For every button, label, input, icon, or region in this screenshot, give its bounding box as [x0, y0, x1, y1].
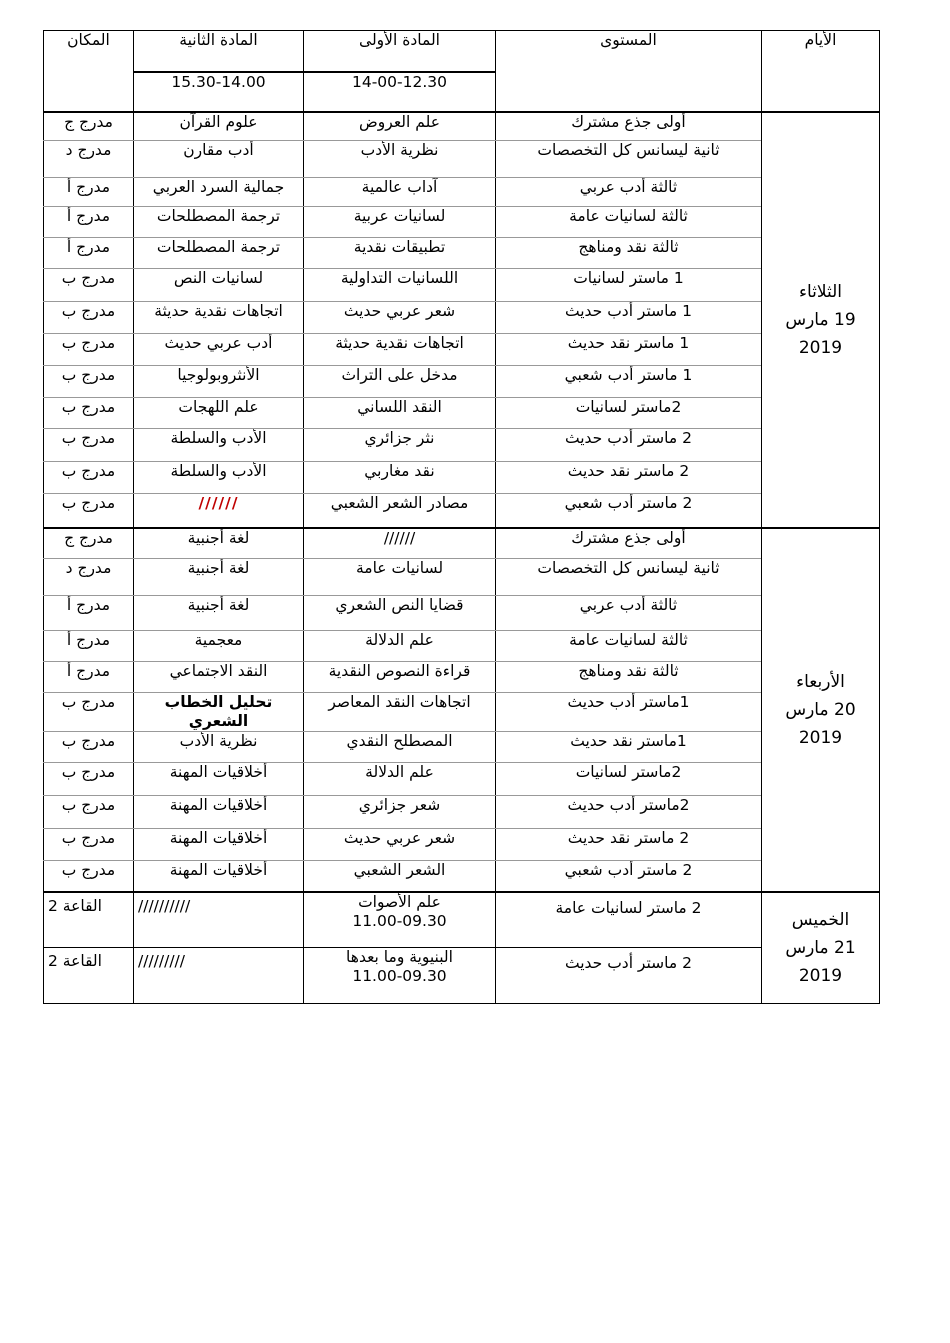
- subject1-time: 11.00-09.30: [352, 911, 447, 930]
- header-place: المكان: [44, 31, 134, 112]
- place-cell: مدرج ب: [44, 693, 134, 732]
- header-time2: 15.30-14.00: [134, 72, 304, 112]
- subject1-cell: تطبيقات نقدية: [304, 238, 496, 269]
- header-days: الأيام: [762, 31, 880, 112]
- subject1-cell: نثر جزائري: [304, 429, 496, 462]
- place-cell: مدرج ب: [44, 796, 134, 829]
- subject2-cell: أخلاقيات المهنة: [134, 796, 304, 829]
- table-row: [44, 596, 880, 631]
- subject1-cell: آداب عالمية: [304, 178, 496, 207]
- subject1-cell: علم الدلالة: [304, 763, 496, 796]
- day-name: الأربعاء: [796, 671, 845, 692]
- level-cell: ثالثة نقد ومناهج: [496, 238, 762, 269]
- level-cell: ثانية ليسانس كل التخصصات: [496, 559, 762, 596]
- subject2-cell: ترجمة المصطلحات: [134, 207, 304, 238]
- subject1-cell: لسانيات عامة: [304, 559, 496, 596]
- subject2-cell: النقد الاجتماعي: [134, 662, 304, 693]
- subject2-cell: /////////: [134, 948, 304, 1004]
- level-cell: 1 ماستر أدب شعبي: [496, 366, 762, 398]
- subject2-cell: اتجاهات نقدية حديثة: [134, 302, 304, 334]
- level-cell: 2ماستر لسانيات: [496, 398, 762, 429]
- subject1-cell: [304, 892, 496, 948]
- subject2-cell: الأنثروبولوجيا: [134, 366, 304, 398]
- level-cell: ثالثة لسانيات عامة: [496, 631, 762, 662]
- subject1-cell: اتجاهات النقد المعاصر: [304, 693, 496, 732]
- table-row: [44, 892, 880, 948]
- subject1-name: علم الأصوات: [358, 892, 441, 911]
- header-subject2: المادة الثانية: [134, 31, 304, 72]
- header-row: [44, 31, 880, 72]
- level-cell: أولى جذع مشترك: [496, 112, 762, 141]
- place-cell: مدرج ب: [44, 763, 134, 796]
- level-cell: 1 ماستر لسانيات: [496, 269, 762, 302]
- level-cell: ثالثة نقد ومناهج: [496, 662, 762, 693]
- subject1-cell: قراءة النصوص النقدية: [304, 662, 496, 693]
- subject2-cell: أدب عربي حديث: [134, 334, 304, 366]
- table-row: [44, 334, 880, 366]
- level-cell: 2ماستر أدب حديث: [496, 796, 762, 829]
- day-name: الخميس: [791, 909, 850, 930]
- subject1-cell: لسانيات عربية: [304, 207, 496, 238]
- day-date: 21 مارس: [785, 937, 856, 958]
- level-cell: 2 ماستر نقد حديث: [496, 829, 762, 861]
- level-cell: أولى جذع مشترك: [496, 528, 762, 559]
- header-subject1: المادة الأولى: [304, 31, 496, 72]
- level-cell: 2 ماستر أدب حديث: [496, 429, 762, 462]
- place-cell: القاعة 2: [44, 948, 134, 1004]
- table-row: [44, 861, 880, 892]
- place-cell: مدرج ب: [44, 429, 134, 462]
- level-cell: 2 ماستر لسانيات عامة: [496, 892, 762, 948]
- table-row: [44, 302, 880, 334]
- subject2-cell: لغة أجنبية: [134, 559, 304, 596]
- table-row: [44, 829, 880, 861]
- table-row: [44, 559, 880, 596]
- subject1-cell: المصطلح النقدي: [304, 732, 496, 763]
- place-cell: مدرج ب: [44, 494, 134, 528]
- subject2-cell: تحليل الخطاب الشعري: [134, 693, 304, 732]
- subject1-cell: //////: [304, 528, 496, 559]
- header-time1: 14-00-12.30: [304, 72, 496, 112]
- table-row: [44, 398, 880, 429]
- subject2-cell: //////: [134, 494, 304, 528]
- place-cell: مدرج أ: [44, 662, 134, 693]
- place-cell: مدرج أ: [44, 178, 134, 207]
- table-row: [44, 269, 880, 302]
- table-row: [44, 178, 880, 207]
- subject2-cell: علم اللهجات: [134, 398, 304, 429]
- subject1-cell: نظرية الأدب: [304, 141, 496, 178]
- day-cell-wednesday: [762, 528, 880, 892]
- subject1-cell: شعر عربي حديث: [304, 829, 496, 861]
- day-cell-tuesday: [762, 112, 880, 528]
- table-row: [44, 141, 880, 178]
- subject1-time: 11.00-09.30: [352, 967, 447, 985]
- place-cell: مدرج أ: [44, 596, 134, 631]
- table-row: [44, 631, 880, 662]
- place-cell: مدرج ب: [44, 334, 134, 366]
- place-cell: مدرج أ: [44, 238, 134, 269]
- place-cell: مدرج ب: [44, 366, 134, 398]
- subject2-cell: الأدب والسلطة: [134, 462, 304, 494]
- exam-schedule-table: [43, 30, 880, 1004]
- subject2-cell: جمالية السرد العربي: [134, 178, 304, 207]
- subject1-cell: [304, 948, 496, 1004]
- day-name: الثلاثاء: [798, 281, 843, 302]
- table-row: [44, 948, 880, 1004]
- place-cell: مدرج ج: [44, 528, 134, 559]
- level-cell: 2ماستر لسانيات: [496, 763, 762, 796]
- level-cell: 2 ماستر أدب شعبي: [496, 494, 762, 528]
- subject1-cell: مصادر الشعر الشعبي: [304, 494, 496, 528]
- day-cell-thursday: [762, 892, 880, 1004]
- table-row: [44, 366, 880, 398]
- subject1-cell: علم العروض: [304, 112, 496, 141]
- subject1-cell: مدخل على التراث: [304, 366, 496, 398]
- level-cell: 1 ماستر أدب حديث: [496, 302, 762, 334]
- subject1-cell: علم الدلالة: [304, 631, 496, 662]
- place-cell: القاعة 2: [44, 892, 134, 948]
- subject2-cell: الأدب والسلطة: [134, 429, 304, 462]
- table-row: [44, 112, 880, 141]
- subject1-cell: شعر جزائري: [304, 796, 496, 829]
- table-row: [44, 693, 880, 732]
- table-row: [44, 796, 880, 829]
- place-cell: مدرج ب: [44, 861, 134, 892]
- subject1-cell: اللسانيات التداولية: [304, 269, 496, 302]
- table-row: [44, 494, 880, 528]
- place-cell: مدرج د: [44, 559, 134, 596]
- place-cell: مدرج ب: [44, 462, 134, 494]
- place-cell: مدرج ج: [44, 112, 134, 141]
- table-row: [44, 528, 880, 559]
- subject1-cell: قضايا النص الشعري: [304, 596, 496, 631]
- level-cell: ثالثة لسانيات عامة: [496, 207, 762, 238]
- subject1-cell: شعر عربي حديث: [304, 302, 496, 334]
- level-cell: 1 ماستر نقد حديث: [496, 334, 762, 366]
- level-cell: 2 ماستر أدب شعبي: [496, 861, 762, 892]
- level-cell: 1ماستر نقد حديث: [496, 732, 762, 763]
- table-row: [44, 732, 880, 763]
- level-cell: 2 ماستر أدب حديث: [496, 948, 762, 1004]
- subject2-cell: لغة أجنبية: [134, 596, 304, 631]
- level-cell: 2 ماستر نقد حديث: [496, 462, 762, 494]
- subject1-name: البنيوية وما بعدها: [346, 948, 453, 966]
- place-cell: مدرج ب: [44, 829, 134, 861]
- subject2-cell: أخلاقيات المهنة: [134, 829, 304, 861]
- place-cell: مدرج أ: [44, 207, 134, 238]
- table-row: [44, 462, 880, 494]
- level-cell: ثالثة أدب عربي: [496, 596, 762, 631]
- subject2-cell: علوم القرآن: [134, 112, 304, 141]
- table-row: [44, 429, 880, 462]
- day-date: 19 مارس: [785, 309, 856, 330]
- subject2-cell: ترجمة المصطلحات: [134, 238, 304, 269]
- day-date: 20 مارس: [785, 699, 856, 720]
- place-cell: مدرج د: [44, 141, 134, 178]
- place-cell: مدرج أ: [44, 631, 134, 662]
- subject1-cell: النقد اللساني: [304, 398, 496, 429]
- subject1-cell: اتجاهات نقدية حديثة: [304, 334, 496, 366]
- subject2-cell: لغة أجنبية: [134, 528, 304, 559]
- level-cell: 1ماستر أدب حديث: [496, 693, 762, 732]
- place-cell: مدرج ب: [44, 398, 134, 429]
- subject2-cell: //////////: [134, 892, 304, 948]
- day-year: 2019: [798, 965, 843, 986]
- subject1-cell: نقد مغاربي: [304, 462, 496, 494]
- table-row: [44, 238, 880, 269]
- subject2-cell: أخلاقيات المهنة: [134, 763, 304, 796]
- table-row: [44, 763, 880, 796]
- day-year: 2019: [798, 727, 843, 748]
- subject2-cell: نظرية الأدب: [134, 732, 304, 763]
- place-cell: مدرج ب: [44, 732, 134, 763]
- subject2-cell: لسانيات النص: [134, 269, 304, 302]
- table-row: [44, 207, 880, 238]
- header-level: المستوى: [496, 31, 762, 112]
- subject1-cell: الشعر الشعبي: [304, 861, 496, 892]
- place-cell: مدرج ب: [44, 302, 134, 334]
- level-cell: ثانية ليسانس كل التخصصات: [496, 141, 762, 178]
- subject2-cell: أخلاقيات المهنة: [134, 861, 304, 892]
- level-cell: ثالثة أدب عربي: [496, 178, 762, 207]
- subject2-cell: معجمية: [134, 631, 304, 662]
- table-row: [44, 662, 880, 693]
- place-cell: مدرج ب: [44, 269, 134, 302]
- subject2-cell: أدب مقارن: [134, 141, 304, 178]
- day-year: 2019: [798, 337, 843, 358]
